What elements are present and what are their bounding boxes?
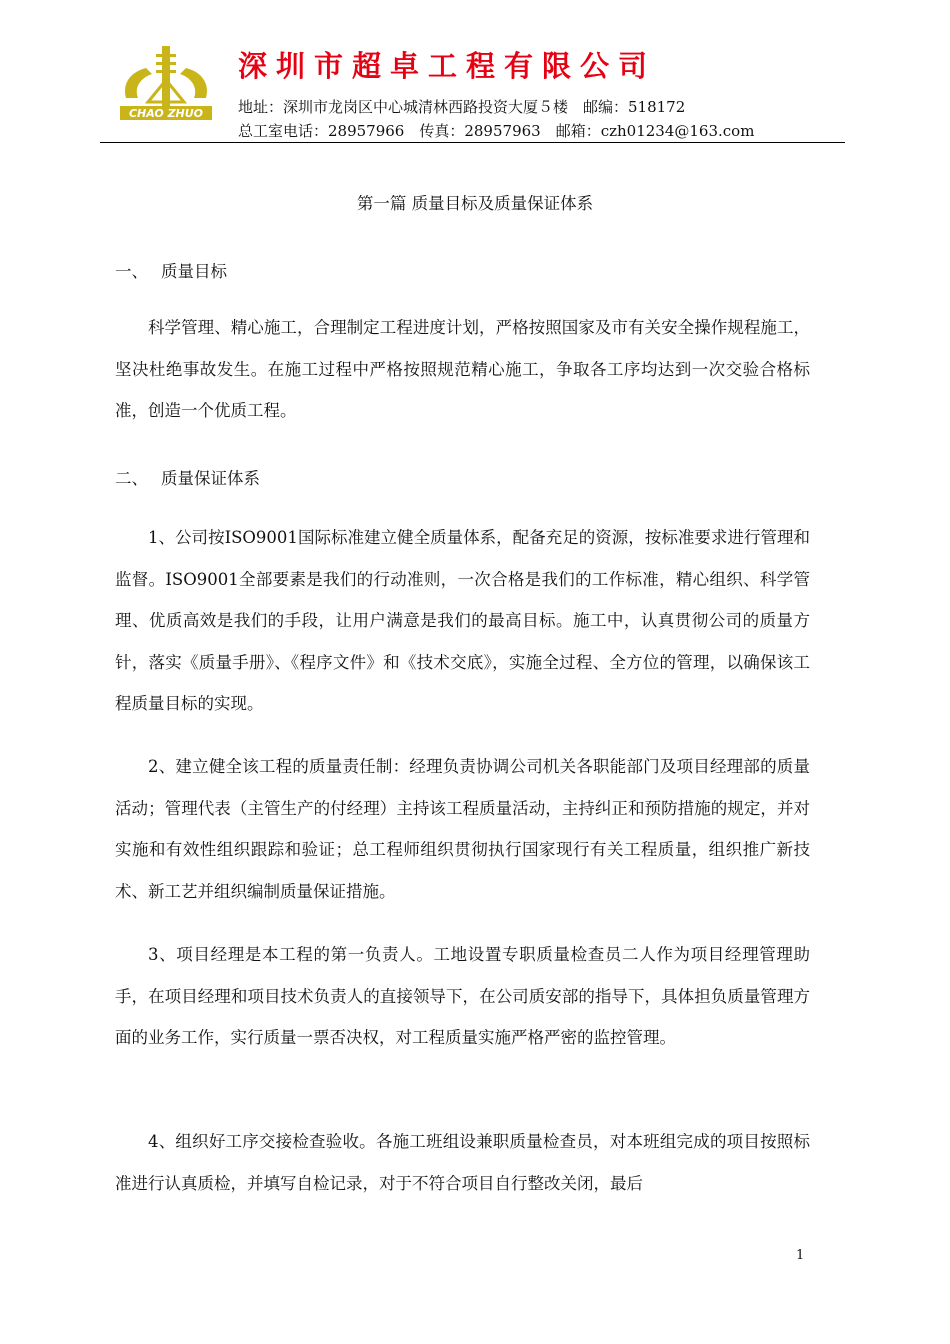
section-title: 质量目标: [161, 262, 227, 281]
logo-text: CHAO ZHUO: [128, 107, 204, 120]
company-contact: 总工室电话：28957966 传真：28957963 邮箱：czh01234@163.com: [238, 122, 755, 140]
paragraph-item-1: 1、公司按ISO9001国际标准建立健全质量体系，配备充足的资源，按标准要求进行管理和监督。ISO9001全部要素是我们的行动准则，一次合格是我们的工作标准，精心组织、科学管理、优质高效是我们的手段，让用户满意是我们的最高目标。施工中，认真贯彻公司的质量方针，落实《质量手册》、《程序文件》和《技术交底》，实施全过程、全方位的管理，以确保该工程质量目标的实现。: [115, 528, 810, 713]
document-title: 第一篇 质量目标及质量保证体系: [356, 194, 594, 213]
paragraph-quality-goal: 科学管理、精心施工，合理制定工程进度计划，严格按照国家及市有关安全操作规程施工，坚决杜绝事故发生。在施工过程中严格按照规范精心施工，争取各工序均达到一次交验合格标准，创造一个优质工程。: [115, 318, 810, 420]
page-number: 1: [796, 1248, 805, 1263]
paragraph-item-3: 3、项目经理是本工程的第一负责人。工地设置专职质量检查员二人作为项目经理管理助手，在项目经理和项目技术负责人的直接领导下，在公司质安部的指导下，具体担负质量管理方面的业务工作，实行质量一票否决权，对工程质量实施严格严密的监控管理。: [115, 945, 810, 1047]
section-number: 一、: [115, 262, 148, 281]
section-title: 质量保证体系: [161, 469, 260, 488]
company-address: 地址：深圳市龙岗区中心城清林西路投资大厦５楼 邮编：518172: [238, 98, 686, 116]
paragraph-item-4: 4、组织好工序交接检查验收。各施工班组设兼职质量检查员，对本班组完成的项目按照标准进行认真质检，并填写自检记录，对于不符合项目自行整改关闭，最后: [115, 1132, 810, 1193]
header-divider: [100, 142, 845, 143]
section-heading-quality-system: [115, 465, 260, 489]
section-heading-quality-goal: [115, 258, 227, 282]
paragraph-item-2: 2、建立健全该工程的质量责任制：经理负责协调公司机关各职能部门及项目经理部的质量活动；管理代表（主管生产的付经理）主持该工程质量活动，主持纠正和预防措施的规定，并对实施和有效性组织跟踪和验证；总工程师组织贯彻执行国家现行有关工程质量，组织推广新技术、新工艺并组织编制质量保证措施。: [115, 757, 810, 901]
section-number: 二、: [115, 469, 148, 488]
company-name: 深圳市超卓工程有限公司: [238, 49, 657, 83]
company-logo: [118, 40, 214, 124]
